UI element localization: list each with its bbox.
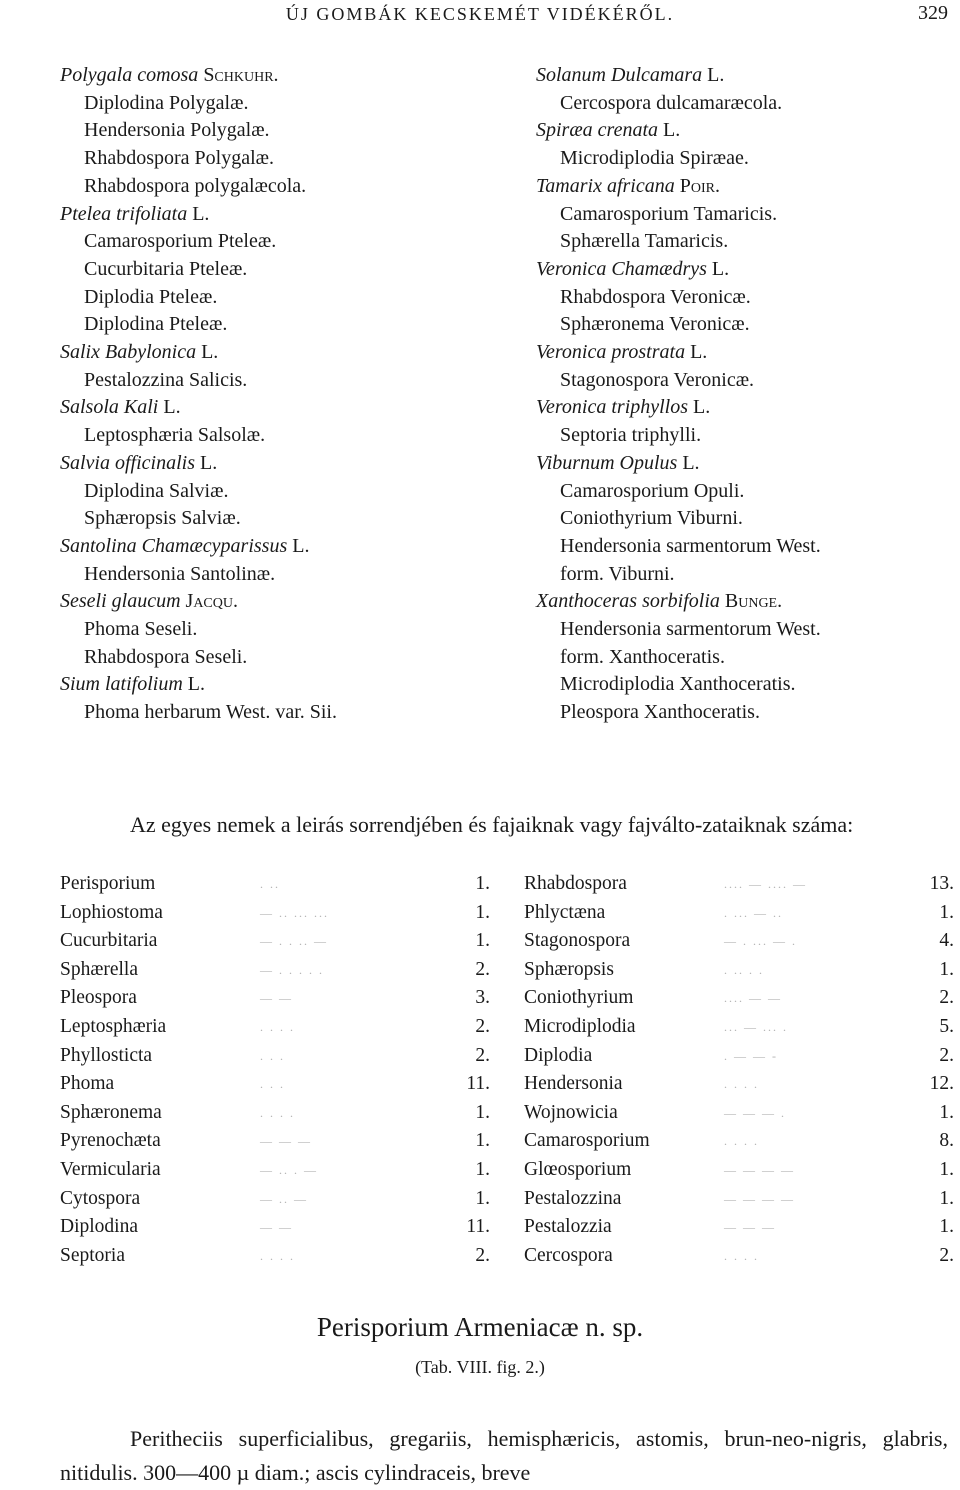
leader-dots: . .. xyxy=(260,877,280,891)
genus-count-row xyxy=(524,1013,954,1042)
species-count: 1. xyxy=(939,958,954,980)
fungus-name: Diplodina Pteleæ. xyxy=(84,313,228,336)
leader-dots: — — xyxy=(260,1220,293,1235)
fungus-name: Rhabdospora Seseli. xyxy=(84,645,248,668)
host-plant-name: Spiræa crenata xyxy=(536,119,659,142)
genus-count-row xyxy=(60,1013,490,1042)
leader-dots: . ... — .. xyxy=(724,905,783,920)
genus-name: Cucurbitaria xyxy=(60,930,158,952)
genus-count-row xyxy=(524,1042,954,1071)
leader-dots: . .. . . xyxy=(724,962,764,977)
species-count: 2. xyxy=(475,1244,490,1266)
genus-count-row xyxy=(60,1099,490,1128)
fungus-name: Diplodia Pteleæ. xyxy=(84,285,218,308)
fungus-entry xyxy=(60,699,480,727)
species-count: 1. xyxy=(939,1101,954,1123)
species-count: 1. xyxy=(475,1101,490,1123)
host-list-left-column xyxy=(60,62,480,727)
fungus-entry xyxy=(536,644,956,672)
leader-dots: — . . . . . xyxy=(260,962,324,977)
genus-count-row xyxy=(60,1042,490,1071)
species-count: 2. xyxy=(475,958,490,980)
genus-count-row xyxy=(60,927,490,956)
fungus-name: Hendersonia sarmentorum West. xyxy=(560,618,821,641)
fungus-entry xyxy=(536,284,956,312)
genus-name: Sphæronema xyxy=(60,1101,162,1123)
fungus-name: Camarosporium Pteleæ. xyxy=(84,230,277,253)
species-count: 13. xyxy=(929,873,954,894)
fungus-entry xyxy=(60,478,480,506)
fungus-entry xyxy=(60,311,480,339)
genus-count-row xyxy=(60,1156,490,1185)
species-count: 2. xyxy=(475,1015,490,1037)
host-plant-name: Veronica prostrata xyxy=(536,341,686,364)
fungus-entry xyxy=(60,284,480,312)
genus-name: Phoma xyxy=(60,1073,115,1095)
host-plant-entry xyxy=(60,339,480,367)
fungus-name: Rhabdospora Polygalæ. xyxy=(84,147,274,170)
genus-name: Perisporium xyxy=(60,873,156,894)
genus-name: Cercospora xyxy=(524,1244,613,1266)
fungus-name: Sphærella Tamaricis. xyxy=(560,230,729,253)
genus-name: Lophiostoma xyxy=(60,901,163,923)
genus-name: Pleospora xyxy=(60,987,137,1009)
host-plant-name: Veronica Chamædrys xyxy=(536,257,707,280)
fungus-name: form. Xanthoceratis. xyxy=(560,645,725,668)
genus-count-row xyxy=(524,1156,954,1185)
fungus-name: Cucurbitaria Pteleæ. xyxy=(84,257,248,280)
species-count: 4. xyxy=(939,930,954,952)
genus-name: Diplodia xyxy=(524,1044,593,1066)
genus-count-row xyxy=(524,984,954,1013)
leader-dots: . . . xyxy=(260,1077,285,1092)
host-plant-entry xyxy=(536,62,956,90)
author-abbreviation: L. xyxy=(292,534,310,557)
genus-name: Sphærella xyxy=(60,958,138,980)
leader-dots: — .. — xyxy=(260,1191,308,1206)
species-count: 11. xyxy=(466,1216,490,1238)
species-count: 5. xyxy=(939,1015,954,1037)
fungus-name: Camarosporium Opuli. xyxy=(560,479,745,502)
host-plant-name: Salvia officinalis xyxy=(60,451,195,474)
host-plant-name: Ptelea trifoliata xyxy=(60,202,188,225)
fungus-entry xyxy=(536,201,956,229)
leader-dots: . — — - xyxy=(724,1048,778,1063)
fungus-name: Pestalozzina Salicis. xyxy=(84,368,248,391)
genus-count-row xyxy=(524,927,954,956)
leader-dots: — . ... — . xyxy=(724,934,797,949)
fungus-entry xyxy=(60,644,480,672)
intro-paragraph: Az egyes nemek a leirás sorrendjében és fajaiknak vagy fajválto-zataiknak száma: xyxy=(130,812,854,837)
genus-name: Leptosphæria xyxy=(60,1015,167,1037)
host-plant-entry xyxy=(536,339,956,367)
genus-name: Camarosporium xyxy=(524,1130,650,1152)
host-plant-entry xyxy=(60,201,480,229)
leader-dots: . . . . xyxy=(260,1248,295,1263)
genus-count-row xyxy=(60,899,490,928)
species-count: 12. xyxy=(929,1073,954,1095)
species-count: 1. xyxy=(475,1130,490,1152)
fungus-name: Pleospora Xanthoceratis. xyxy=(560,701,760,724)
genus-name: Microdiplodia xyxy=(524,1015,636,1037)
host-plant-name: Santolina Chamæcyparissus xyxy=(60,534,288,557)
fungus-name: Coniothyrium Viburni. xyxy=(560,507,743,530)
genus-count-row xyxy=(60,1070,490,1099)
fungus-entry xyxy=(536,699,956,727)
fungus-name: Sphæropsis Salviæ. xyxy=(84,507,241,530)
author-abbreviation: L. xyxy=(711,257,730,280)
host-plant-name: Salix Babylonica xyxy=(60,341,197,364)
host-plant-name: Veronica triphyllos xyxy=(536,396,689,419)
fungus-name: Phoma herbarum West. var. Sii. xyxy=(84,701,337,724)
leader-dots: . . . xyxy=(260,1048,285,1063)
genus-count-row xyxy=(60,984,490,1013)
fungus-name: Microdiplodia Xanthoceratis. xyxy=(560,673,796,696)
leader-dots: — .. ... ... xyxy=(260,905,329,920)
species-count: 1. xyxy=(475,1158,490,1180)
host-plant-entry xyxy=(536,117,956,145)
genus-name: Stagonospora xyxy=(524,930,631,952)
fungus-entry xyxy=(536,145,956,173)
species-count: 1. xyxy=(939,1158,954,1180)
fungus-entry xyxy=(536,616,956,644)
fungus-entry xyxy=(60,228,480,256)
fungus-entry xyxy=(60,173,480,201)
fungus-entry xyxy=(60,117,480,145)
genus-count-row xyxy=(60,1127,490,1156)
genus-count-row xyxy=(60,1242,490,1271)
fungus-entry xyxy=(60,505,480,533)
genus-name: Pestalozzina xyxy=(524,1187,622,1209)
genus-count-row xyxy=(524,956,954,985)
species-count: 2. xyxy=(475,1044,490,1066)
fungus-name: Stagonospora Veronicæ. xyxy=(560,368,755,391)
page-header-title: ÚJ GOMBÁK KECSKEMÉT VIDÉKÉRŐL. xyxy=(285,4,675,24)
host-plant-entry xyxy=(60,394,480,422)
species-count: 1. xyxy=(475,1187,490,1209)
fungus-entry xyxy=(60,367,480,395)
species-count: 1. xyxy=(475,930,490,952)
author-abbreviation: L. xyxy=(192,202,210,225)
author-abbreviation: L. xyxy=(707,64,725,86)
author-abbreviation: Jacqu. xyxy=(185,590,238,613)
species-count: 1. xyxy=(939,901,954,923)
author-abbreviation: L. xyxy=(201,341,219,364)
fungus-entry xyxy=(536,561,956,589)
fungus-name: Diplodina Polygalæ. xyxy=(84,91,249,114)
author-abbreviation: Schkuhr. xyxy=(203,64,279,86)
genus-count-row xyxy=(524,1099,954,1128)
author-abbreviation: L. xyxy=(200,451,218,474)
genus-count-row xyxy=(524,1127,954,1156)
fungus-name: Hendersonia sarmentorum West. xyxy=(560,534,821,557)
fungus-entry xyxy=(536,228,956,256)
leader-dots: — — — — xyxy=(724,1191,795,1206)
genus-name: Diplodina xyxy=(60,1216,138,1238)
author-abbreviation: L. xyxy=(663,119,681,142)
species-count: 1. xyxy=(939,1187,954,1209)
genus-count-row xyxy=(524,1070,954,1099)
genus-name: Wojnowicia xyxy=(524,1101,618,1123)
genus-name: Coniothyrium xyxy=(524,987,634,1009)
species-count: 2. xyxy=(939,987,954,1009)
fungus-name: Cercospora dulcamaræcola. xyxy=(560,91,783,114)
genus-count-row xyxy=(60,1213,490,1242)
fungus-entry xyxy=(60,90,480,118)
genus-count-table-left xyxy=(60,870,490,1270)
host-plant-entry xyxy=(60,533,480,561)
fungus-entry xyxy=(60,561,480,589)
leader-dots: . . . . xyxy=(260,1019,295,1034)
host-plant-entry xyxy=(536,394,956,422)
fungus-name: Rhabdospora Veronicæ. xyxy=(560,285,751,308)
host-plant-name: Viburnum Opulus xyxy=(536,451,678,474)
host-plant-entry xyxy=(60,671,480,699)
leader-dots: . . . . xyxy=(260,1105,295,1120)
host-plant-entry xyxy=(536,450,956,478)
genus-name: Rhabdospora xyxy=(524,873,627,894)
leader-dots: .... — .... — xyxy=(724,877,807,891)
fungus-name: Diplodina Salviæ. xyxy=(84,479,229,502)
leader-dots: — .. . — xyxy=(260,1162,318,1177)
species-count: 2. xyxy=(939,1044,954,1066)
species-count: 3. xyxy=(475,987,490,1009)
fungus-entry xyxy=(536,422,956,450)
genus-name: Phlyctæna xyxy=(524,901,606,923)
host-plant-entry xyxy=(536,256,956,284)
host-plant-name: Seseli glaucum xyxy=(60,590,181,613)
fungus-entry xyxy=(60,616,480,644)
host-list-right-column xyxy=(536,62,956,727)
leader-dots: .... — — xyxy=(724,991,782,1006)
fungus-entry xyxy=(60,256,480,284)
author-abbreviation: Bunge. xyxy=(724,590,783,613)
fungus-entry xyxy=(536,533,956,561)
host-plant-entry xyxy=(60,62,480,90)
fungus-entry xyxy=(536,311,956,339)
leader-dots: — — xyxy=(260,991,293,1006)
fungus-name: Sphæronema Veronicæ. xyxy=(560,313,750,336)
fungus-name: Phoma Seseli. xyxy=(84,618,198,641)
species-count: 1. xyxy=(475,873,490,894)
species-count: 2. xyxy=(939,1244,954,1266)
leader-dots: . . . . xyxy=(724,1248,759,1263)
fungus-entry xyxy=(536,478,956,506)
fungus-entry xyxy=(536,90,956,118)
page-number: 329 xyxy=(918,2,948,24)
host-plant-name: Salsola Kali xyxy=(60,396,159,419)
fungus-entry xyxy=(536,671,956,699)
leader-dots: — — — xyxy=(724,1220,776,1235)
genus-count-row xyxy=(524,899,954,928)
leader-dots: — — — . xyxy=(724,1105,786,1120)
author-abbreviation: L. xyxy=(187,673,206,696)
fungus-entry xyxy=(60,422,480,450)
genus-name: Sphæropsis xyxy=(524,958,614,980)
host-plant-name: Xanthoceras sorbifolia xyxy=(536,590,720,613)
genus-count-row xyxy=(524,1242,954,1271)
genus-name: Cytospora xyxy=(60,1187,141,1209)
leader-dots: — — — xyxy=(260,1134,312,1149)
host-plant-name: Solanum Dulcamara xyxy=(536,64,703,86)
species-description: Peritheciis superficialibus, gregariis, hemisphæricis, astomis, brun-neo-nigris, glabris, nitidulis. 300—400 µ diam.; ascis cylindraceis, breve xyxy=(60,1426,948,1485)
leader-dots: — . . .. — xyxy=(260,934,328,949)
species-heading: Perisporium Armeniacæ n. sp. xyxy=(316,1312,644,1342)
genus-count-table-right xyxy=(524,870,954,1270)
host-plant-entry xyxy=(60,588,480,616)
author-abbreviation: Poir. xyxy=(679,174,720,197)
species-count: 1. xyxy=(475,901,490,923)
species-count: 1. xyxy=(939,1216,954,1238)
leader-dots: . . . . xyxy=(724,1077,759,1092)
plate-reference: (Tab. VIII. fig. 2.) xyxy=(415,1357,545,1377)
author-abbreviation: L. xyxy=(163,396,181,419)
fungus-name: Hendersonia Polygalæ. xyxy=(84,119,270,142)
genus-name: Septoria xyxy=(60,1244,125,1266)
genus-count-row xyxy=(60,1185,490,1214)
genus-name: Pestalozzia xyxy=(524,1216,612,1238)
host-plant-name: Tamarix africana xyxy=(536,174,675,197)
fungus-entry xyxy=(60,145,480,173)
species-count: 8. xyxy=(939,1130,954,1152)
fungus-name: Hendersonia Santolinæ. xyxy=(84,562,276,585)
genus-name: Phyllosticta xyxy=(60,1044,153,1066)
genus-count-row xyxy=(524,1213,954,1242)
host-plant-entry xyxy=(536,588,956,616)
genus-name: Glœosporium xyxy=(524,1158,632,1180)
fungus-name: Septoria triphylli. xyxy=(560,424,702,447)
genus-count-row xyxy=(524,870,954,899)
host-plant-name: Polygala comosa xyxy=(60,64,199,86)
host-plant-name: Sium latifolium xyxy=(60,673,183,696)
fungus-entry xyxy=(536,505,956,533)
genus-name: Vermicularia xyxy=(60,1158,161,1180)
genus-count-row xyxy=(524,1185,954,1214)
host-plant-entry xyxy=(536,173,956,201)
fungus-name: form. Viburni. xyxy=(560,562,675,585)
species-count: 11. xyxy=(466,1073,490,1095)
leader-dots: ... — ... . xyxy=(724,1019,788,1034)
leader-dots: . . . . xyxy=(724,1134,759,1149)
fungus-name: Leptosphæria Salsolæ. xyxy=(84,424,266,447)
fungus-entry xyxy=(536,367,956,395)
fungus-name: Rhabdospora polygalæcola. xyxy=(84,174,307,197)
genus-count-row xyxy=(60,870,490,899)
author-abbreviation: L. xyxy=(682,451,700,474)
fungus-name: Camarosporium Tamaricis. xyxy=(560,202,778,225)
leader-dots: — — — — xyxy=(724,1162,795,1177)
fungus-name: Microdiplodia Spiræae. xyxy=(560,147,749,170)
genus-count-row xyxy=(60,956,490,985)
author-abbreviation: L. xyxy=(690,341,708,364)
genus-name: Pyrenochæta xyxy=(60,1130,161,1152)
author-abbreviation: L. xyxy=(693,396,711,419)
host-plant-entry xyxy=(60,450,480,478)
genus-name: Hendersonia xyxy=(524,1073,623,1095)
